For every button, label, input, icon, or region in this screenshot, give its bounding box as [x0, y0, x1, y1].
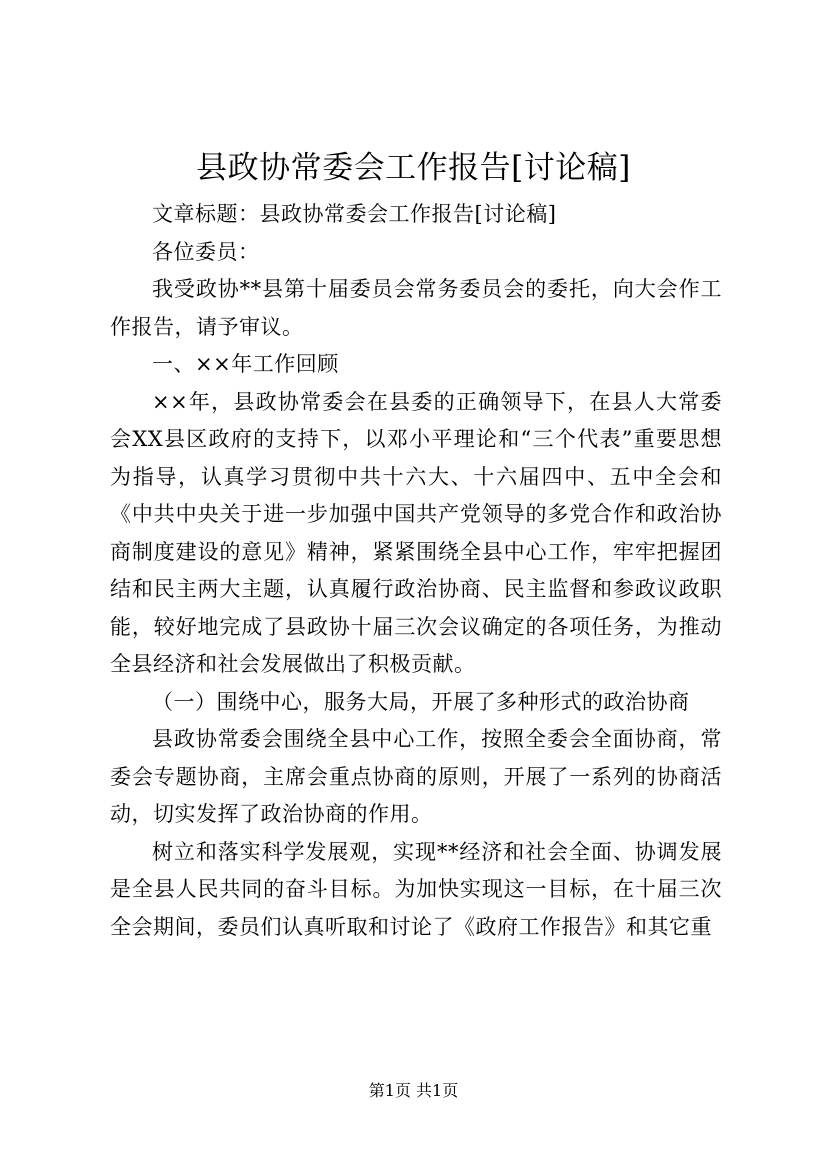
document-title: 县政协常委会工作报告[讨论稿] — [196, 150, 631, 186]
body-paragraph: 树立和落实科学发展观，实现**经济和社会全面、协调发展是全县人民共同的奋斗目标。为加快实现这一目标，在十届三次全会期间，委员们认真听取和讨论了《政府工作报告》和其它重 — [110, 839, 722, 939]
body-paragraph: 我受政协**县第十届委员会常务委员会的委托，向大会作工作报告，请予审议。 — [110, 277, 722, 339]
article-title-line: 文章标题：县政协常委会工作报告[讨论稿] — [152, 202, 557, 226]
document-body — [110, 196, 722, 946]
section-heading: 一、××年工作回顾 — [152, 352, 339, 376]
subsection-heading: （一）围绕中心，服务大局，开展了多种形式的政治协商 — [152, 689, 690, 714]
body-paragraph: 县政协常委会围绕全县中心工作，按照全委会全面协商，常委会专题协商，主席会重点协商的原则，开展了一系列的协商活动，切实发挥了政治协商的作用。 — [110, 727, 722, 826]
body-paragraph: ××年，县政协常委会在县委的正确领导下，在县人大常委会XX县区政府的支持下，以邓小平理论和“三个代表”重要思想为指导，认真学习贯彻中共十六大、十六届四中、五中全会和《中共中央关于进一步加强中国共产党领导的多党合作和政治协商制度建设的意见》精神，紧紧围绕全县中心工作，牢牢把握团结和民主两大主题，认真履行政治协商、民主监督和参政议政职能，较好地完成了县政协十届三次会议确定的各项任务，为推动全县经济和社会发展做出了积极贡献。 — [110, 389, 722, 676]
salutation: 各位委员： — [152, 239, 260, 264]
page-number-footer: 第1页 共1页 — [368, 1081, 459, 1100]
